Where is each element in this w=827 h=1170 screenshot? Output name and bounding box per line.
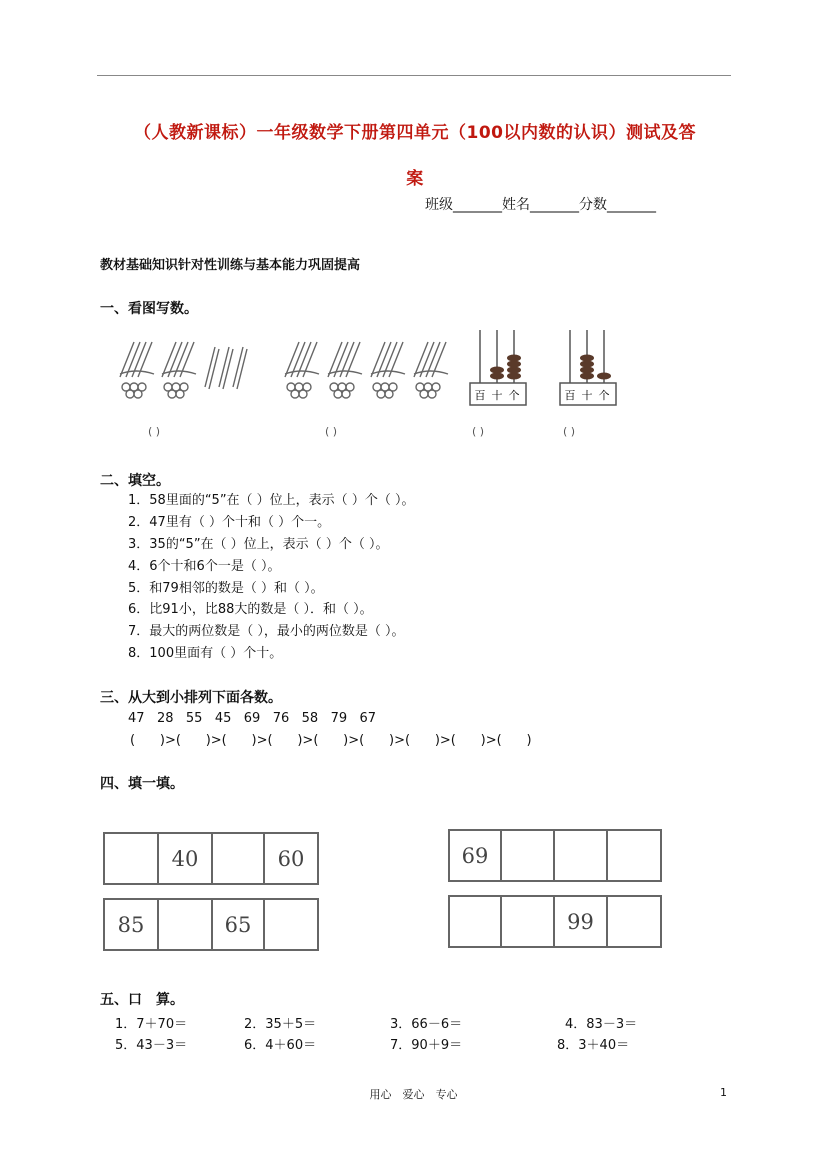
title-line-2: 案 [406,169,424,189]
fill-item: 1．58里面的“5”在（ ）位上，表示（ ）个（ ）。 [128,493,415,508]
grid-cell[interactable] [105,834,159,883]
student-info: 班级_______姓名_______分数_______ [425,197,656,213]
number-grid [448,895,662,948]
stick-bundle-icon [120,342,154,398]
title-line-1: （人教新课标）一年级数学下册第四单元（100以内数的认识）测试及答 [134,123,696,143]
abacus-label: 十 [581,389,593,402]
calc-item: 6．4＋60＝ [244,1038,317,1053]
page-footer: 用心 爱心 专心 [369,1088,458,1101]
grid-cell: 99 [555,897,608,946]
calc-item: 2．35＋5＝ [244,1017,317,1032]
calc-item: 8．3＋40＝ [557,1038,630,1053]
grid-cell: 85 [105,900,159,949]
abacus-label: 十 [491,389,503,402]
stick-bundle-icon [371,342,405,398]
grid-cell[interactable] [608,831,660,880]
calc-item: 1．7＋70＝ [115,1017,188,1032]
abacus-icon [470,330,526,405]
answer-blank: ( ) [472,425,485,438]
grid-cell[interactable] [213,834,265,883]
stick-bundle-icon [285,342,319,398]
stick-bundle-icon [414,342,448,398]
answer-blank: ( ) [563,425,576,438]
section-subtitle: 教材基础知识针对性训练与基本能力巩固提高 [100,258,361,273]
page-number: 1 [720,1086,727,1099]
grid-cell[interactable] [502,897,555,946]
section-3-heading: 三、从大到小排列下面各数。 [100,690,282,706]
grid-cell[interactable] [608,897,660,946]
abacus-label: 百 [474,389,486,402]
calc-item: 7．90＋9＝ [390,1038,463,1053]
number-grid [103,832,319,885]
answer-blank: ( ) [148,425,161,438]
fill-item: 4．6个十和6个一是（ ）。 [128,559,281,574]
grid-cell[interactable] [555,831,608,880]
grid-cell: 40 [159,834,213,883]
fill-item: 5．和79相邻的数是（ ）和（ ）。 [128,581,324,596]
abacus-label: 个 [508,389,520,402]
calc-item: 3．66－6＝ [390,1017,463,1032]
grid-cell[interactable] [159,900,213,949]
fill-item: 7．最大的两位数是（ ），最小的两位数是（ ）。 [128,624,405,639]
counting-pictures [110,322,630,442]
header-rule [97,75,731,76]
grid-cell[interactable] [450,897,502,946]
page-title [90,110,740,202]
calc-item: 5．43－3＝ [115,1038,188,1053]
fill-item: 8．100里面有（ ）个十。 [128,646,283,661]
single-sticks-icon [205,347,247,389]
abacus-icon [560,330,616,405]
number-grid [103,898,319,951]
abacus-label: 百 [564,389,576,402]
fill-item: 2．47里有（ ）个十和（ ）个一。 [128,515,331,530]
grid-cell: 65 [213,900,265,949]
abacus-label: 个 [598,389,610,402]
number-grid [448,829,662,882]
grid-cell: 69 [450,831,502,880]
grid-cell: 60 [277,846,305,871]
fill-item: 6．比91小，比88大的数是（ ）．和（ ）。 [128,602,373,617]
number-list: 47 28 55 45 69 76 58 79 67 [128,711,377,726]
section-1-heading: 一、看图写数。 [100,301,198,317]
answer-blank: ( ) [325,425,338,438]
section-5-heading: 五、口 算。 [100,992,184,1008]
stick-bundle-icon [328,342,362,398]
grid-cell[interactable] [502,831,555,880]
section-2-heading: 二、填空。 [100,473,170,489]
section-4-heading: 四、填一填。 [100,776,184,792]
calc-item: 4．83－3＝ [565,1017,638,1032]
stick-bundle-icon [162,342,196,398]
ordering-blanks: ( )>( )>( )>( )>( )>( )>( )>( )>( ) [130,733,532,748]
grid-cell[interactable] [265,900,317,949]
fill-item: 3．35的“5”在（ ）位上，表示（ ）个（ ）。 [128,537,389,552]
